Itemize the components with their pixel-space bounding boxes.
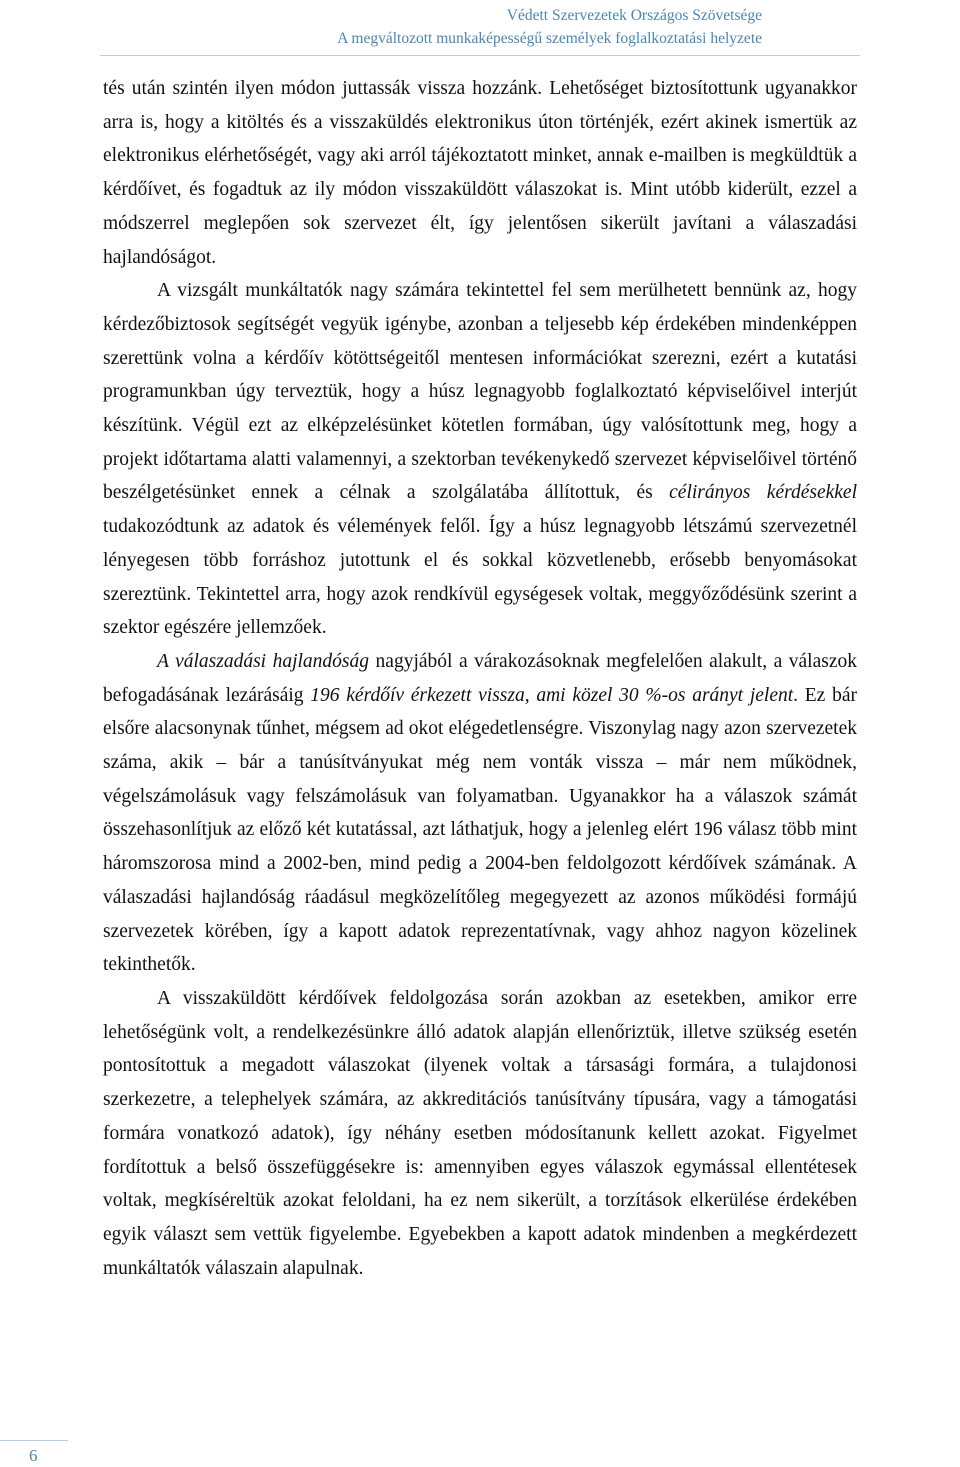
paragraph-continuation [103,72,857,274]
header-organization: Védett Szervezetek Országos Szövetsége [506,7,762,24]
text-run: tés után szintén ilyen módon juttassák vissza hozzánk. Lehetőséget biztosítottunk ugyanakkor arra is, hogy a kitöltés és a visszaküldés elektronikus úton történjék, ezért akinek ismertük az elektronikus elérhetőségét, vagy aki arról tájékoztatott minket, annak e-mailben is megküldtük a kérdőívet, és fogadtuk az ily módon visszaküldött válaszokat is. Mint utóbb kiderült, ezzel a módszerrel meglepően sok szervezet élt, így jelentősen sikerült javítani a válaszadási hajlandóságot. [103,78,857,268]
text-run: A visszaküldött kérdőívek feldolgozása során azokban az esetekben, amikor erre lehetőségünk volt, a rendelkezésünkre álló adatok alapján ellenőriztük, illetve szükség esetén pontosítottuk a megadott válaszokat (ilyenek voltak a társasági formára, a tulajdonosi szerkezetre, a telephelyek számára, az akkreditációs tanúsítvány típusára, vagy a támogatási formára vonatkozó adatok), így néhány esetben módosítanunk kellett azokat. Figyelmet fordítottuk a belső összefüggésekre is: amennyiben egyes válaszok egymással ellentétesek voltak, megkíséreltük azokat feloldani, ha ez nem sikerült, a torzítások elkerülése érdekében egyik választ sem vettük figyelembe. Egyebekben a kapott adatok mindenben a megkérdezett munkáltatók válaszain alapulnak. [103,987,857,1279]
running-header [337,4,762,50]
text-run: . Ez bár elsőre alacsonynak tűnhet, mégsem ad okot elégedetlenségre. Viszonylag nagy azon szervezetek száma, akik – bár a tanúsítványukat még nem vonták vissza – már nem működnek, végelszámolásuk vagy felszámolásuk van folyamatban. Ugyanakkor ha a válaszok számát összehasonlítjuk az előző két kutatással, azt láthatjuk, hogy a jelenleg elért 196 válasz több mint háromszorosa mind a 2002-ben, mind pedig a 2004-ben feldolgozott kérdőívek számának. A válaszadási hajlandóság ráadásul megközelítőleg megegyezett az azonos működési formájú szervezetek körében, így a kapott adatok reprezentatívnak, vagy ahhoz nagyon közelinek tekinthetők. [103,684,857,976]
text-run: nagyjából a várakozásoknak megfelelően alakult, a válaszok befogadásának lezárásáig [103,650,857,706]
text-run: tudakozódtunk az adatok és vélemények felől. Így a húsz legnagyobb létszámú szervezetnél lényegesen több forráshoz jutottunk el és sokkal közvetlenebb, erősebb benyomásokat szereztünk. Tekintettel arra, hogy azok rendkívül egységesek voltak, meggyőződésünk szerint a szektor egészére jellemzőek. [103,516,857,639]
paragraph-interviews [103,274,857,645]
page-number: 6 [29,1446,38,1465]
italic-text-run: A válaszadási hajlandóság [157,650,370,672]
paragraph-processing [103,982,857,1285]
header-report-title: A megváltozott munkaképességű személyek foglalkoztatási helyzete [337,30,762,47]
italic-text-run: célirányos kérdésekkel [669,482,857,504]
body-text [103,72,857,1285]
header-divider [100,55,860,56]
text-run: A vizsgált munkáltatók nagy számára tekintettel fel sem merülhetett bennünk az, hogy kérdezőbiztosok segítségét vegyük igénybe, azonban a teljesebb kép érdekében mindenképpen szerettünk volna a kérdőív kötöttségeitől mentesen információkat szerezni, ezért a kutatási programunkban úgy terveztük, hogy a húsz legnagyobb foglalkoztató képviselőivel interjút készítünk. Végül ezt az elképzelésünket kötetlen formában, úgy valósítottunk meg, hogy a projekt időtartama alatti valamennyi, a szektorban tevékenykedő szervezet képviselőivel történő beszélgetésünket ennek a célnak a szolgálatába állítottuk, és [103,280,857,504]
footer-divider [0,1440,68,1441]
italic-text-run: 196 kérdőív érkezett vissza, ami közel 30 %-os arányt jelent [310,684,794,706]
paragraph-response-rate [103,645,857,982]
